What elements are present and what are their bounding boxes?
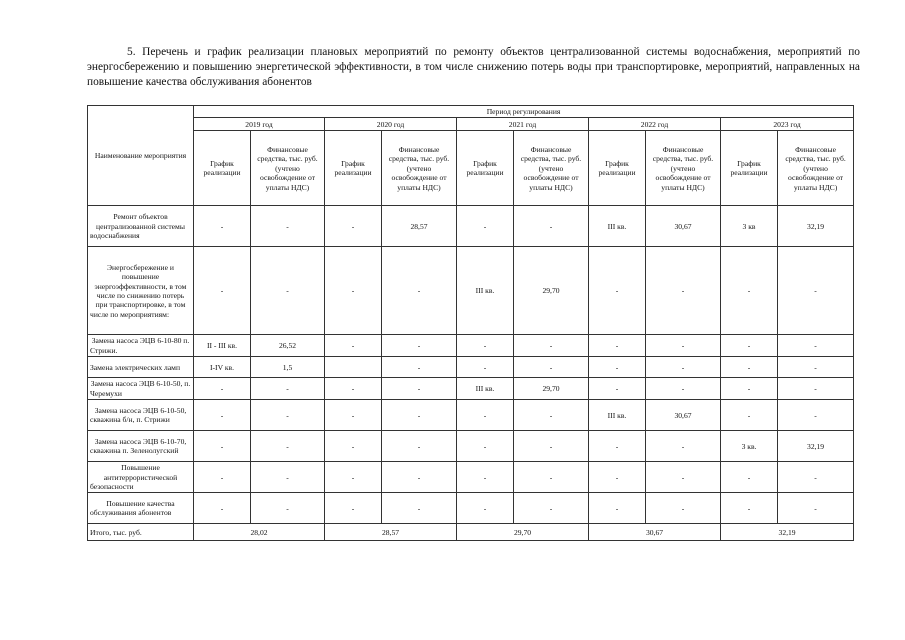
table-cell: -: [457, 335, 514, 357]
table-cell: -: [325, 431, 382, 462]
table-cell: 28,57: [382, 206, 457, 247]
table-cell: -: [514, 357, 589, 378]
table-cell: -: [778, 462, 854, 493]
header-year: 2019 год: [194, 118, 325, 131]
table-cell: 26,52: [251, 335, 325, 357]
table-cell: -: [721, 247, 778, 335]
table-cell: -: [325, 462, 382, 493]
table-cell: -: [646, 378, 721, 400]
table-cell: -: [251, 206, 325, 247]
table-cell: -: [457, 493, 514, 524]
table-cell: -: [589, 431, 646, 462]
table-cell: -: [646, 462, 721, 493]
total-row: [88, 524, 854, 541]
table-cell: 3 кв.: [721, 431, 778, 462]
table-cell: -: [721, 493, 778, 524]
table-cell: -: [514, 493, 589, 524]
table-row: [88, 400, 854, 431]
total-label: Итого, тыс. руб.: [88, 524, 194, 541]
table-cell: -: [194, 431, 251, 462]
table-cell: [325, 357, 382, 378]
total-value: 28,02: [194, 524, 325, 541]
header-schedule: График реализации: [721, 131, 778, 206]
table-cell: -: [778, 493, 854, 524]
header-finance: Финансовые средства, тыс. руб. (учтено освобождение от уплаты НДС): [382, 131, 457, 206]
table-cell: -: [251, 462, 325, 493]
table-cell: -: [457, 462, 514, 493]
table-cell: -: [514, 431, 589, 462]
table-cell: -: [589, 357, 646, 378]
table-cell: -: [457, 357, 514, 378]
row-name: Повышение антитеррористической безопасности: [88, 462, 194, 493]
total-value: 30,67: [589, 524, 721, 541]
table-cell: 30,67: [646, 206, 721, 247]
table-cell: -: [251, 400, 325, 431]
table-cell: -: [251, 431, 325, 462]
table-cell: 29,70: [514, 378, 589, 400]
row-name: Замена насоса ЭЦВ 6-10-50, скважина б/н, п. Стрижи: [88, 400, 194, 431]
table-cell: 1,5: [251, 357, 325, 378]
table-cell: -: [382, 431, 457, 462]
table-cell: -: [514, 206, 589, 247]
table-cell: -: [382, 400, 457, 431]
header-finance: Финансовые средства, тыс. руб. (учтено освобождение от уплаты НДС): [778, 131, 854, 206]
row-name: Замена насоса ЭЦВ 6-10-50, п. Черемухи: [88, 378, 194, 400]
table-cell: -: [194, 247, 251, 335]
table-cell: -: [382, 335, 457, 357]
table-cell: -: [589, 378, 646, 400]
table-cell: -: [194, 462, 251, 493]
table-row: [88, 357, 854, 378]
header-finance: Финансовые средства, тыс. руб. (учтено освобождение от уплаты НДС): [514, 131, 589, 206]
table-cell: -: [382, 357, 457, 378]
table-cell: 29,70: [514, 247, 589, 335]
header-schedule: График реализации: [589, 131, 646, 206]
table-cell: -: [382, 462, 457, 493]
table-cell: -: [646, 493, 721, 524]
header-period: Период регулирования: [194, 106, 854, 118]
table-cell: -: [325, 335, 382, 357]
table-cell: -: [251, 247, 325, 335]
table-cell: -: [514, 400, 589, 431]
header-finance: Финансовые средства, тыс. руб. (учтено освобождение от уплаты НДС): [251, 131, 325, 206]
header-year: 2021 год: [457, 118, 589, 131]
table-cell: -: [514, 335, 589, 357]
table-cell: -: [457, 431, 514, 462]
total-value: 32,19: [721, 524, 854, 541]
header-year: 2023 год: [721, 118, 854, 131]
table-cell: -: [325, 247, 382, 335]
table-cell: -: [251, 493, 325, 524]
row-name: Ремонт объектов централизованной системы водоснабжения: [88, 206, 194, 247]
table-cell: -: [194, 206, 251, 247]
table-cell: II - III кв.: [194, 335, 251, 357]
table-row: [88, 462, 854, 493]
table-cell: -: [589, 493, 646, 524]
table-row: [88, 335, 854, 357]
table-row: [88, 247, 854, 335]
table-cell: -: [778, 357, 854, 378]
row-name: Повышение качества обслуживания абонентов: [88, 493, 194, 524]
table-row: [88, 431, 854, 462]
total-value: 29,70: [457, 524, 589, 541]
table-cell: -: [778, 400, 854, 431]
table-cell: -: [778, 247, 854, 335]
table-cell: -: [589, 335, 646, 357]
table-cell: -: [251, 378, 325, 400]
header-finance: Финансовые средства, тыс. руб. (учтено освобождение от уплаты НДС): [646, 131, 721, 206]
table-cell: -: [382, 493, 457, 524]
table-cell: -: [194, 378, 251, 400]
table-row: [88, 378, 854, 400]
header-activity-name: Наименование мероприятия: [88, 106, 194, 206]
table-cell: -: [721, 400, 778, 431]
row-name: Замена насоса ЭЦВ 6-10-80 п. Стрижи.: [88, 335, 194, 357]
table-cell: -: [325, 378, 382, 400]
table-cell: -: [646, 431, 721, 462]
header-year: 2022 год: [589, 118, 721, 131]
table-cell: -: [778, 335, 854, 357]
table-cell: III кв.: [457, 378, 514, 400]
row-name: Замена насоса ЭЦВ 6-10-70, скважина п. Зеленолугский: [88, 431, 194, 462]
table-cell: -: [194, 400, 251, 431]
table-cell: -: [721, 335, 778, 357]
table-cell: -: [589, 247, 646, 335]
table-cell: -: [457, 206, 514, 247]
table-row: [88, 493, 854, 524]
table-cell: -: [646, 247, 721, 335]
header-schedule: График реализации: [325, 131, 382, 206]
table-cell: -: [325, 400, 382, 431]
table-cell: 3 кв: [721, 206, 778, 247]
table-cell: 32,19: [778, 206, 854, 247]
table-cell: III кв.: [589, 206, 646, 247]
table-cell: -: [382, 247, 457, 335]
table-cell: -: [721, 462, 778, 493]
table-cell: -: [646, 335, 721, 357]
table-cell: 32,19: [778, 431, 854, 462]
table-cell: III кв.: [457, 247, 514, 335]
table-cell: -: [457, 400, 514, 431]
activities-table: [87, 105, 854, 541]
header-schedule: График реализации: [194, 131, 251, 206]
table-row: [88, 206, 854, 247]
table-cell: 30,67: [646, 400, 721, 431]
table-cell: -: [194, 493, 251, 524]
total-value: 28,57: [325, 524, 457, 541]
row-name: Энергосбережение и повышение энергоэффективности, в том числе по снижению потерь при транспортировке, в том числе по мероприятиям:: [88, 247, 194, 335]
header-schedule: График реализации: [457, 131, 514, 206]
table-cell: -: [778, 378, 854, 400]
section-heading: 5. Перечень и график реализации плановых мероприятий по ремонту объектов централизованной системы водоснабжения, мероприятий по энергосбережению и повышению энергетической эффективности, в том числе снижению потерь воды при транспортировке, мероприятий, направленных на повышение качества обслуживания абонентов: [87, 46, 860, 88]
table-cell: -: [721, 378, 778, 400]
header-year: 2020 год: [325, 118, 457, 131]
row-name: Замена электрических ламп: [88, 357, 194, 378]
table-cell: -: [589, 462, 646, 493]
table-cell: I-IV кв.: [194, 357, 251, 378]
table-cell: III кв.: [589, 400, 646, 431]
table-cell: -: [325, 206, 382, 247]
table-cell: -: [382, 378, 457, 400]
table-cell: -: [721, 357, 778, 378]
table-cell: -: [325, 493, 382, 524]
table-cell: -: [646, 357, 721, 378]
table-cell: -: [514, 462, 589, 493]
